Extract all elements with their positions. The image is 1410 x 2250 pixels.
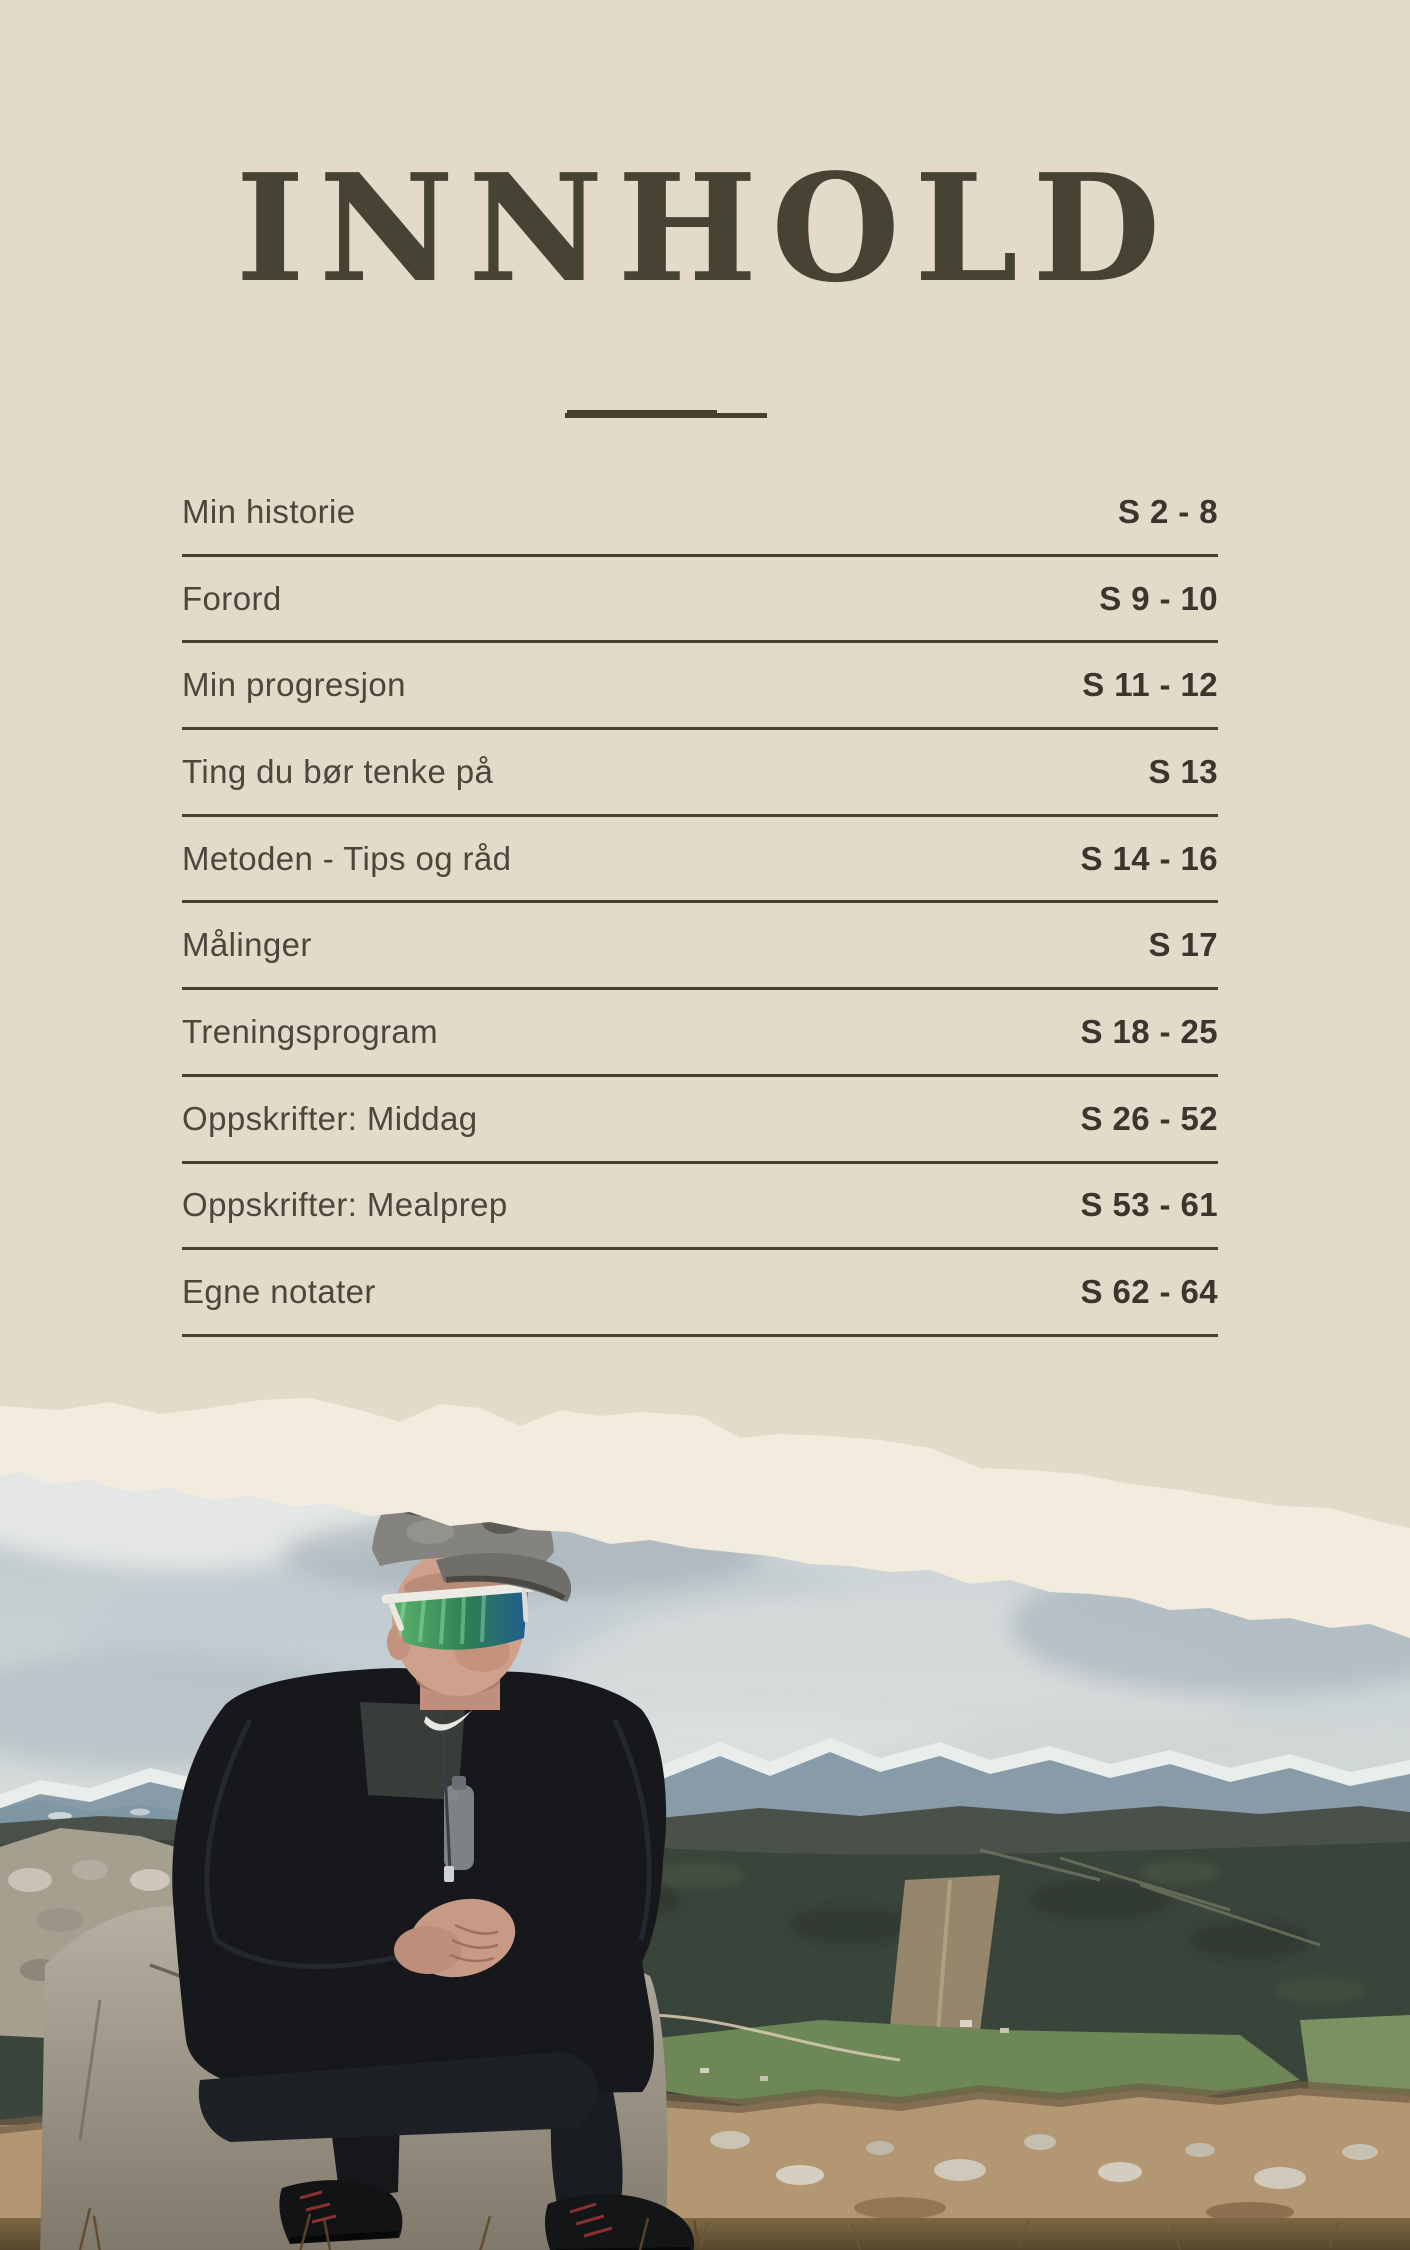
sunglasses xyxy=(386,1587,532,1650)
toc-entry-label: Metoden - Tips og råd xyxy=(182,839,512,877)
toc-entry-pages: S 17 xyxy=(1148,926,1218,964)
page-title: INNHOLD xyxy=(235,141,1175,315)
toc-entry-pages: S 18 - 25 xyxy=(1080,1012,1218,1050)
toc-list xyxy=(182,470,1218,1337)
toc-entry-label: Treningsprogram xyxy=(182,1012,439,1050)
hiker-shirt xyxy=(360,1702,465,1800)
toc-entry-label: Oppskrifter: Middag xyxy=(182,1099,478,1137)
toc-entry-pages: S 53 - 61 xyxy=(1080,1186,1218,1224)
toc-entry-label: Ting du bør tenke på xyxy=(182,752,494,790)
toc-row[interactable] xyxy=(182,1164,1218,1251)
toc-entry-pages: S 26 - 52 xyxy=(1080,1099,1218,1137)
toc-entry-label: Målinger xyxy=(182,926,312,964)
toc-entry-label: Egne notater xyxy=(182,1273,376,1311)
toc-row[interactable] xyxy=(182,903,1218,990)
toc-entry-label: Min progresjon xyxy=(182,666,406,704)
toc-entry-label: Oppskrifter: Mealprep xyxy=(182,1186,508,1224)
toc-row[interactable] xyxy=(182,1077,1218,1164)
toc-entry-pages: S 9 - 10 xyxy=(1099,579,1218,617)
toc-row[interactable] xyxy=(182,817,1218,904)
toc-entry-label: Forord xyxy=(182,579,282,617)
toc-row[interactable] xyxy=(182,730,1218,817)
title-divider xyxy=(565,413,767,418)
toc-row[interactable] xyxy=(182,1250,1218,1337)
toc-row[interactable] xyxy=(182,990,1218,1077)
hero-photo xyxy=(0,1380,1410,2250)
toc-entry-pages: S 62 - 64 xyxy=(1080,1273,1218,1311)
toc-entry-pages: S 13 xyxy=(1148,752,1218,790)
toc-entry-pages: S 11 - 12 xyxy=(1082,666,1218,704)
toc-row[interactable] xyxy=(182,557,1218,644)
toc-entry-pages: S 14 - 16 xyxy=(1080,839,1218,877)
toc-row[interactable] xyxy=(182,470,1218,557)
toc-entry-pages: S 2 - 8 xyxy=(1117,492,1218,530)
toc-entry-label: Min historie xyxy=(182,492,356,530)
toc-row[interactable] xyxy=(182,643,1218,730)
